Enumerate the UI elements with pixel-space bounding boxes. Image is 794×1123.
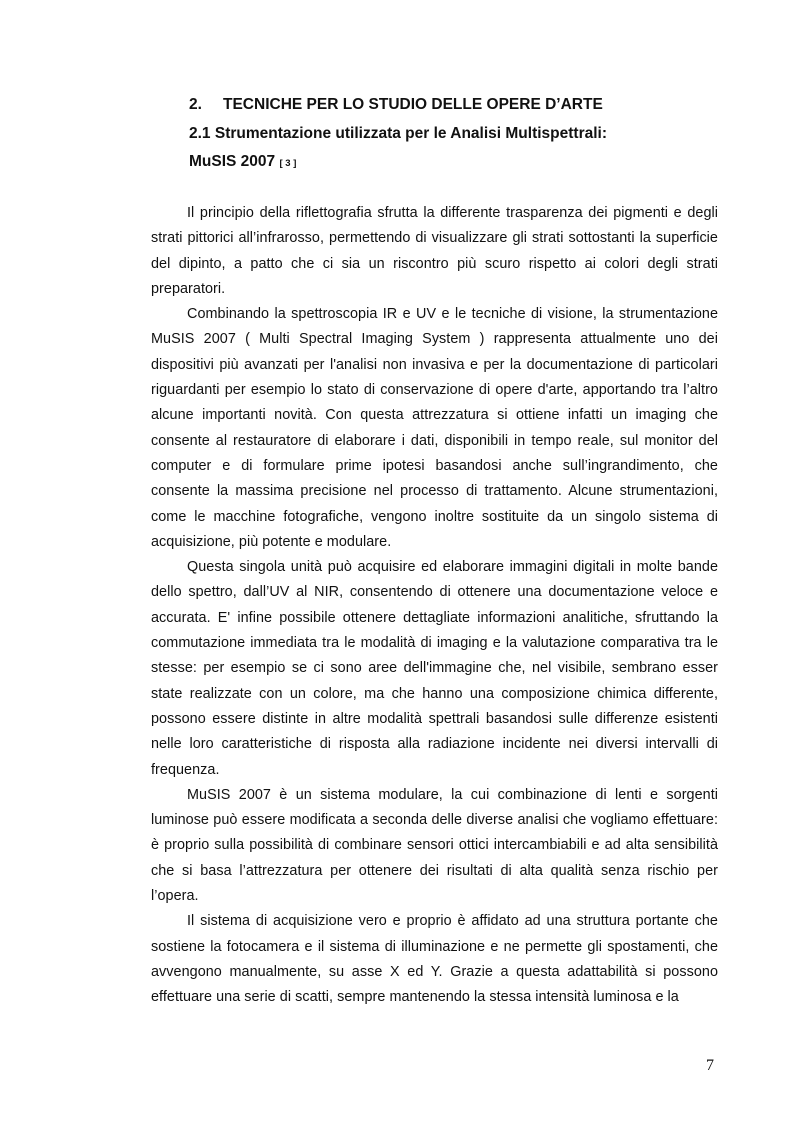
document-page [151,0,718,1123]
paragraph-2: Combinando la spettroscopia IR e UV e le tecniche di visione, la strumentazione MuSIS 2007 ( Multi Spectral Imaging System ) rappresenta attualmente uno dei dispositivi più avanzati per l'analisi non invasiva e per la documentazione di particolari riguardanti per esempio lo stato di conservazione di opere d'arte, apportando tra l’altro alcune importanti novità. Con questa attrezzatura si ottiene infatti un imaging che consente al restauratore di elaborare i dati, disponibili in tempo reale, sul monitor del computer e di formulare prime ipotesi basandosi anche sull’ingrandimento, che consente la massima precisione nel processo di trattamento. Alcune strumentazioni, come le macchine fotografiche, vengono inoltre sostituite da un singolo sistema di acquisizione, più potente e modulare. [151,306,718,550]
subsection-heading-continued [189,152,296,174]
section-heading [189,95,603,115]
section-title: TECNICHE PER LO STUDIO DELLE OPERE D’ARTE [223,96,603,113]
citation-reference: [ 3 ] [279,158,297,169]
page-number: 7 [706,1057,714,1074]
paragraph-1: Il principio della riflettografia sfrutta la differente trasparenza dei pigmenti e degli strati pittorici all’infrarosso, permettendo di visualizzare gli strati sottostanti la superficie del dipinto, a patto che ci sia un riscontro più scuro rispetto ai colori degli strati preparatori. [151,205,718,297]
body-text [151,201,718,1011]
subsection-heading [189,124,607,144]
paragraph-3: Questa singola unità può acquisire ed elaborare immagini digitali in molte bande dello spettro, dall’UV al NIR, consentendo di ottenere una documentazione veloce e accurata. E' infine possibile ottenere dettagliate informazioni analitiche, sfruttando la commutazione immediata tra le modalità di imaging e la valutazione comparativa tra le stesse: per esempio se ci sono aree dell'immagine che, nel visibile, sembrano esser state realizzate con un colore, ma che hanno una composizione chimica differente, possono essere distinte in altre modalità spettrali basandosi sulle differenze esistenti nelle loro caratteristiche di risposta alla radiazione incidente nei diversi intervalli di frequenza. [151,559,718,778]
paragraph-5: Il sistema di acquisizione vero e proprio è affidato ad una struttura portante che sostiene la fotocamera e il sistema di illuminazione e ne permette gli spostamenti, che avvengono manualmente, su asse X ed Y. Grazie a questa adattabilità si possono effettuare una serie di scatti, sempre mantenendo la stessa intensità luminosa e la [151,913,718,1006]
section-number: 2. [189,96,202,113]
paragraph-4: MuSIS 2007 è un sistema modulare, la cui combinazione di lenti e sorgenti luminose può essere modificata a seconda delle diverse analisi che vogliamo effettuare: è proprio sulla possibilità di combinare sensori ottici intercambiabili e ad alta sensibilità che si basa l’attrezzatura per ottenere dei risultati di alta qualità senza rischio per l’opera. [151,786,718,905]
subsection-title: 2.1 Strumentazione utilizzata per le Analisi Multispettrali: [189,125,608,142]
subsection-title-continued: MuSIS 2007 [189,153,276,170]
